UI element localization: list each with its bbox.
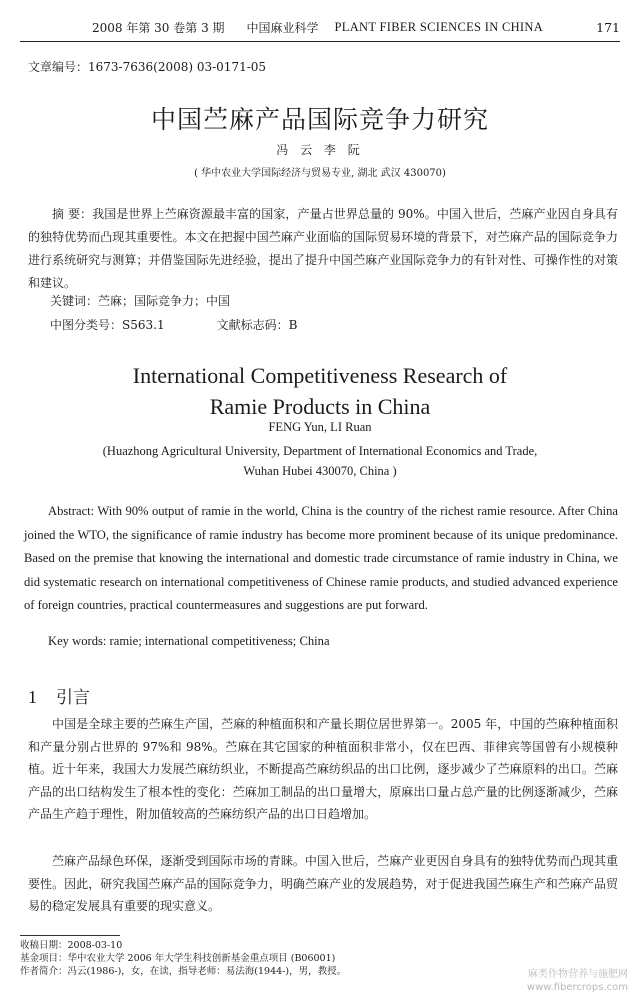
issue-info: 2008 年第 30 卷第 3 期 [92, 20, 225, 35]
header-rule [20, 41, 620, 42]
section-heading [28, 683, 90, 708]
affiliation-en [0, 441, 640, 481]
body-paragraph: 苎麻产品绿色环保，逐渐受到国际市场的青睐。中国入世后，苎麻产业更因自身具有的独特优势而凸现其重要性。因此，研究我国苎麻产品的国际竞争力，明确苎麻产业的发展趋势，对于促进我国苎麻生产和苎麻产品贸易的稳定发展具有重要的现实意义。 [28, 854, 618, 913]
title-en-line: Ramie Products in China [209, 394, 431, 419]
keywords-en: Key words: ramie; international competitiveness; China [48, 634, 330, 648]
title-cn: 中国苎麻产品国际竞争力研究 [150, 105, 489, 134]
authors-cn: 冯 云 李 阮 [276, 143, 364, 157]
abstract-en: Abstract: With 90% output of ramie in the world, China is the country of the richest ramie resource. After China joined the WTO, the significance of ramie industry has become more prominent because of its unique predominance. Based on the premise that knowing the international and domestic trade circumstance of ramie industry in China, we did systematic research on international competitiveness of Chinese ramie products, and studied advanced experience of foreign countries, practical countermeasures and suggestions are put forward. [24, 504, 618, 612]
authors-en: FENG Yun, LI Ruan [268, 420, 372, 434]
watermark-line: www.fibercrops.com [526, 982, 628, 993]
affiliation-en-line: (Huazhong Agricultural University, Department of International Economics and Trade, [102, 444, 538, 458]
body-paragraph: 中国是全球主要的苎麻生产国，苎麻的种植面积和产量长期位居世界第一。2005 年，中国的苎麻种植面积和产量分别占世界的 97%和 98%。苎麻在其它国家的种植面积非常小，仅在巴西、菲律宾等国曾有小规模种植。近十年来，我国大力发展苎麻纺织业，不断提高苎麻纺织品的出口比例，逐步减少了苎麻原料的出口。苎麻产品的出口结构发生了根本性的变化：苎麻加工制品的出口量增大，原麻出口量占总产量的比例逐渐减少，苎麻产品生产趋于理性，附加值较高的苎麻纺织产品的出口日趋增加。 [28, 717, 618, 821]
classification-cn [50, 316, 297, 333]
affiliation-cn: ( 华中农业大学国际经济与贸易专业, 湖北 武汉 430070) [194, 168, 446, 179]
footnote-fund: 基金项目：华中农业大学 2006 年大学生科技创新基金重点项目 (B06001) [20, 953, 336, 964]
section-title: 引言 [56, 688, 90, 708]
watermark [527, 968, 628, 994]
article-number: 文章编号：1673-7636(2008) 03-0171-05 [28, 60, 267, 74]
affiliation-en-line: Wuhan Hubei 430070, China ) [243, 464, 397, 478]
journal-name-en: PLANT FIBER SCIENCES IN CHINA [334, 19, 544, 34]
footnote-author-bio: 作者简介：冯云(1986-)，女，在读，指导老师：易法海(1944-)，男，教授。 [20, 966, 347, 977]
title-en-line: International Competitiveness Research of [132, 363, 508, 388]
title-en [0, 360, 640, 422]
footnote-received: 收稿日期：2008-03-10 [20, 940, 123, 951]
clc-number: 中图分类号：S563.1 [50, 318, 165, 332]
watermark-line: 麻类作物营养与施肥网 [528, 969, 628, 980]
journal-name-cn: 中国麻业科学 [246, 20, 319, 35]
section-number: 1 [28, 687, 37, 707]
keywords-cn: 关键词：苎麻；国际竞争力；中国 [50, 294, 231, 308]
abstract-cn: 摘 要：我国是世界上苎麻资源最丰富的国家，产量占世界总量的 90%。中国入世后，苎麻产业因自身具有的独特优势而凸现其重要性。本文在把握中国苎麻产业面临的国际贸易环境的背景下，对苎麻产品的国际竞争力进行系统研究与测算；并借鉴国际先进经验，提出了提升中国苎麻产业国际竞争力的有针对性、可操作性的对策和建议。 [28, 207, 618, 290]
footnote-rule [20, 935, 120, 936]
running-header [28, 14, 620, 40]
document-code: 文献标志码：B [216, 318, 298, 332]
page-number: 171 [596, 19, 620, 35]
